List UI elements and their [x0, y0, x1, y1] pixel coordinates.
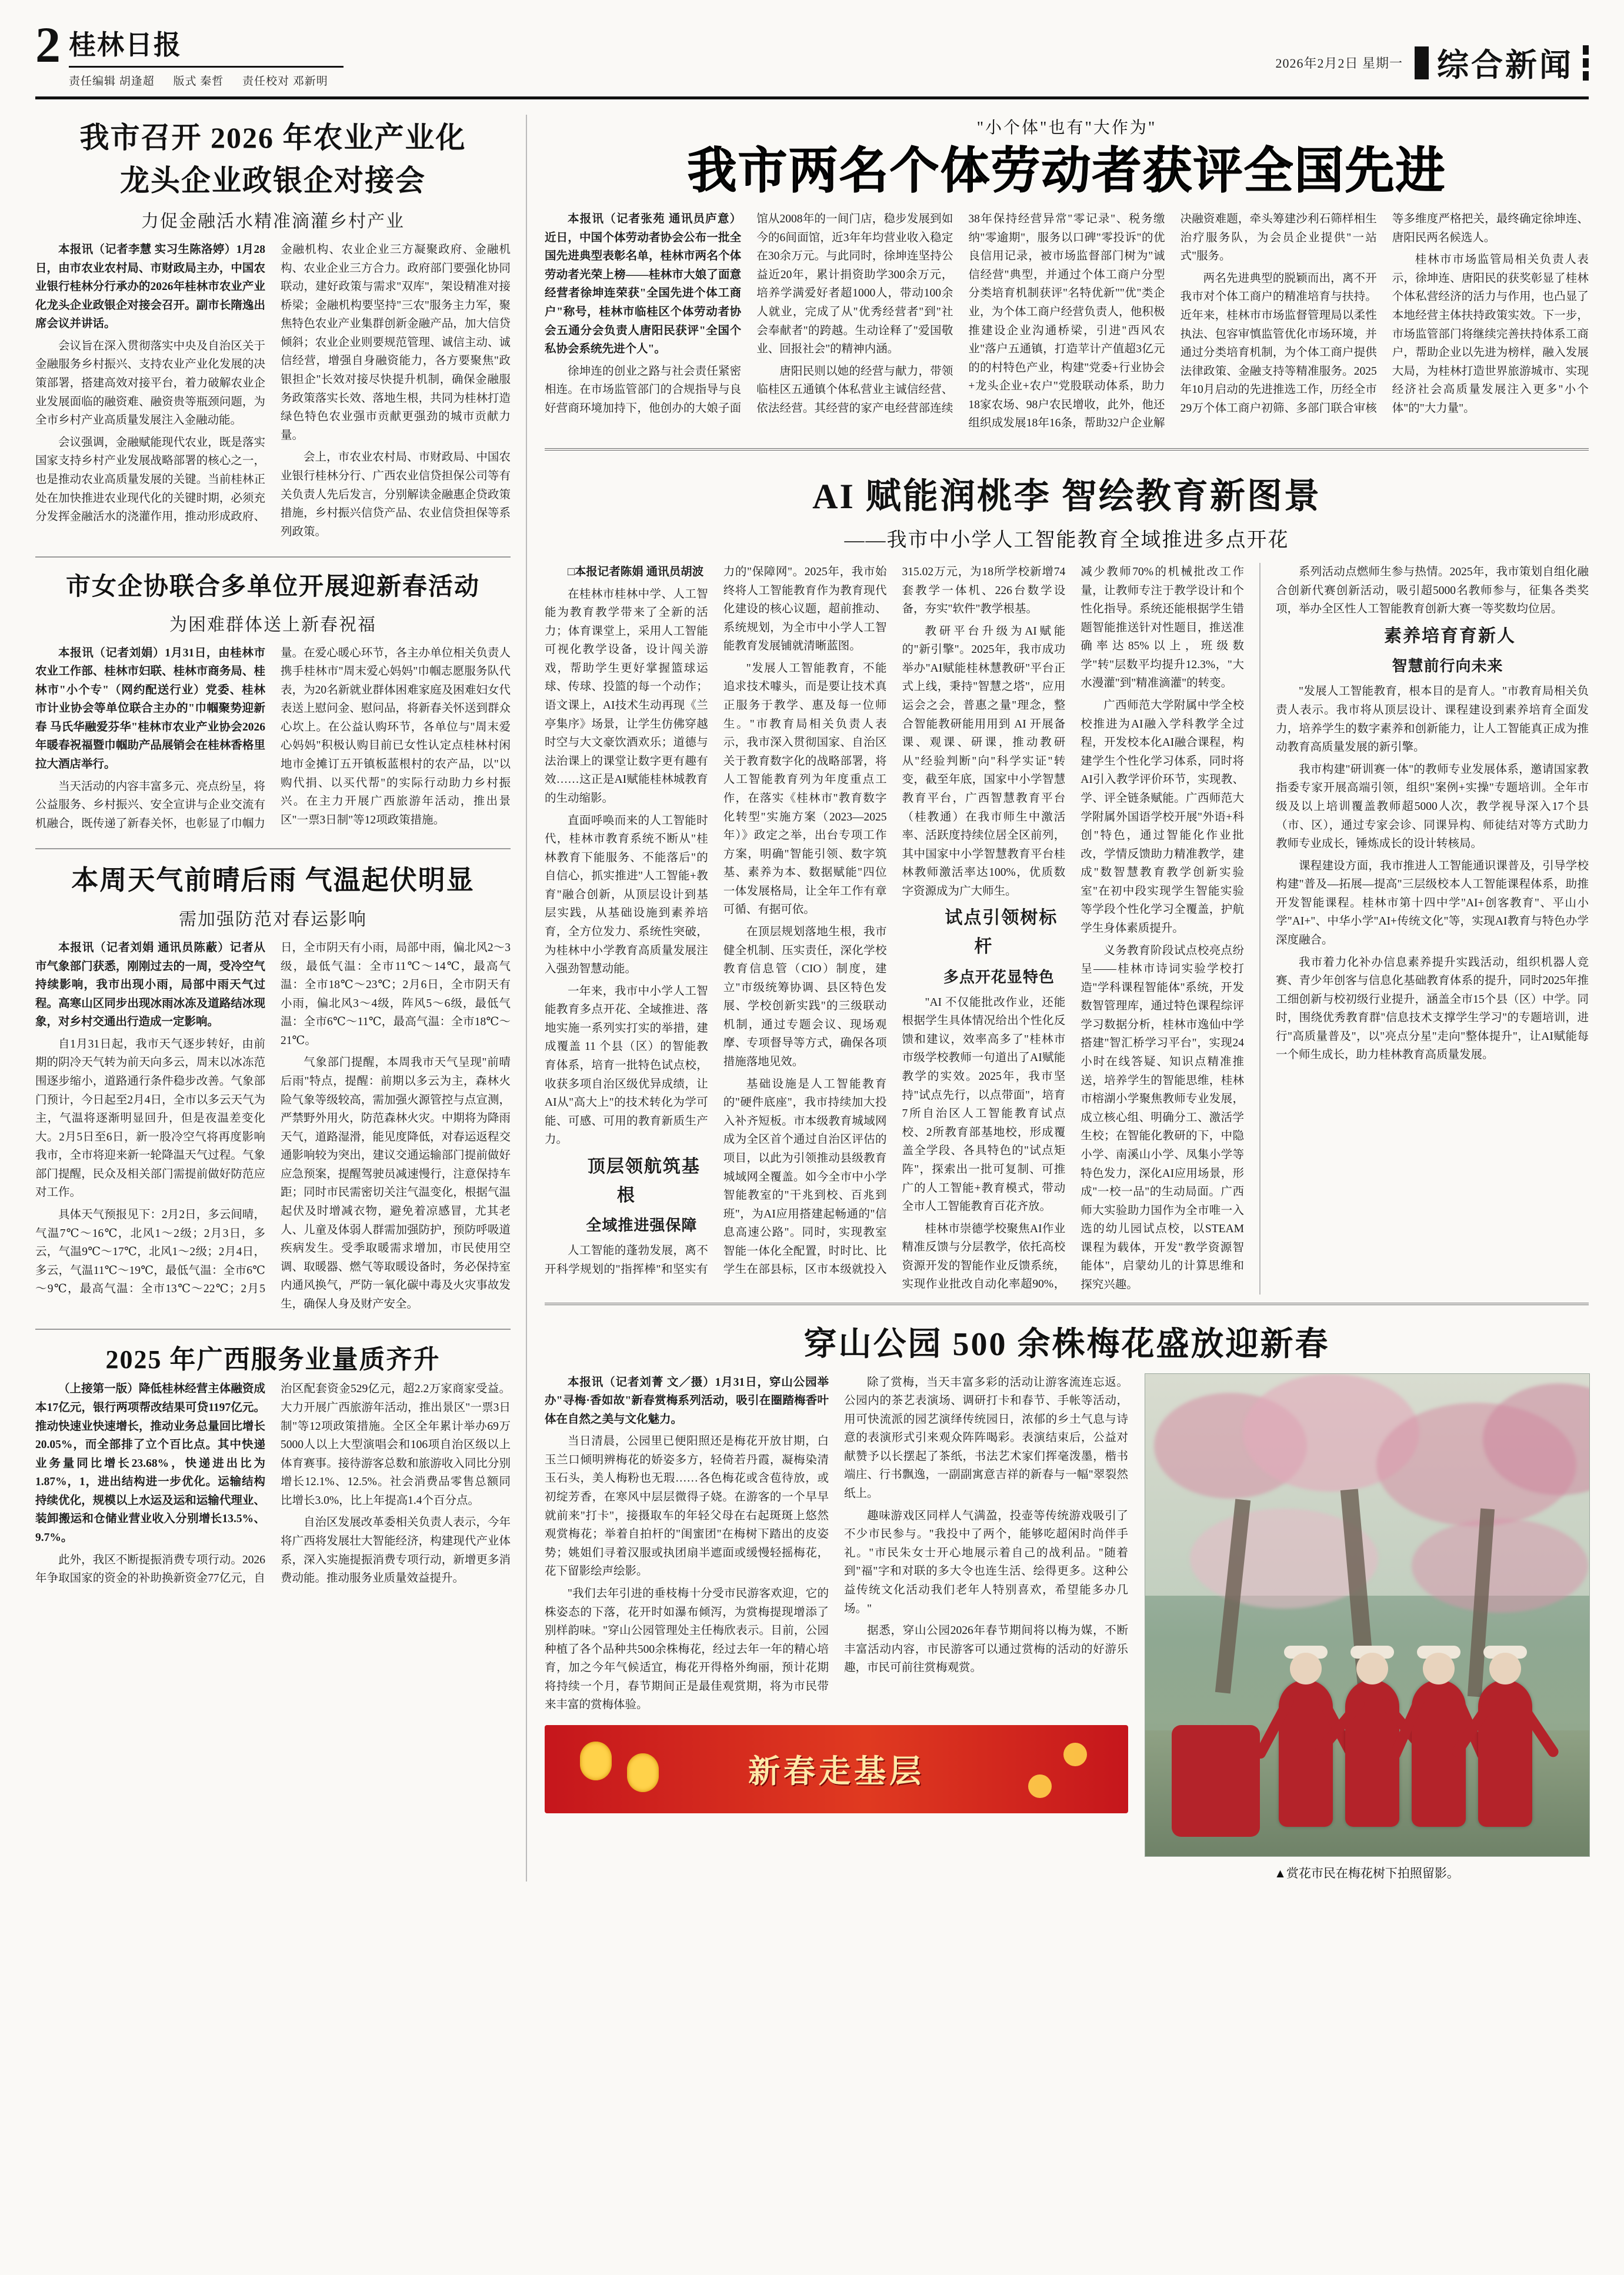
article1-para-3: 会议强调，金融赋能现代农业，既是落实国家支持乡村产业发展战略部署的核心之一，也是推动农业高质量发展的关键。当前桂林正处在加快推进农业现代化的关键时期，必须充分发挥金融活水的浇灌作用，推动形成政府、金融机构、农业企业三方凝聚政府、金融机构、农业企业三方合力。政府部门要强化协同联动，建好政策与需求"双库"，架设精准对接桥梁；金融机构要坚持"三农"服务主力军，聚焦特色农业产业集群创新金融产品，加大信贷倾斜；农业企业则要规范管理、诚信主动、诚信经营，增强自身融资能力，各方要聚焦"政银担企"长效对接尽快提升机制，确保金融服务政策落实长效、落地生根，共同为桂林打造绿色特色农业强市贡献更强劲的城市贡献力量。 — [35, 243, 511, 523]
article4-para-1: （上接第一版）降低桂林经营主体融资成本17亿元，银行两项帮改结果可贷1197亿元。推动快速业快速增长，推动业务总量回比增长20.05%，而全部排了立个百比点。其中快递业务量同比增长23.68%，快递进出比为1.87%，1，进出结构进一步优化。运输结构持续优化，规模以上水运及运和运输代理业、装卸搬运和仓储业营业收入分别增长13.5%、9.7%。 — [35, 1383, 265, 1545]
ai-extra-2: 课程建设方面，我市推进人工智能通识课普及，引导学校构建"普及—拓展—提高"三层级校本人工智能课程体系，助推开发智能课程。桂林市第十四中学"AI+创客教育"、平山小学"AI+"、中华小学"AI+传统文化"等，实现AI教育与特色办学深度融合。 — [1276, 859, 1589, 946]
left-column — [35, 115, 527, 1882]
plum-para-1: 本报讯（记者刘菁 文／摄）1月31日，穿山公园举办"寻梅·香如故"新春赏梅系列活动，吸引在圈踏梅香叶体在自然之美与文化魅力。 — [545, 1376, 829, 1426]
article3-headline: 本周天气前晴后雨 气温起伏明显 — [71, 865, 475, 896]
ai-article — [545, 448, 1589, 1305]
article2-body — [35, 644, 511, 833]
section-name: 综合新闻 — [1437, 48, 1573, 83]
ai-para-4: 人工智能的蓬勃发展，离不开科学规划的"指挥棒"和坚实有力的"保障网"。2025年，我市始终将人工智能教育作为教育现代化建设的核心议题，超前推动、系统规划，为全市中小学人工智能教育发展铺就清晰蓝图。 — [545, 566, 887, 1276]
article3-para-4: 气象部门提醒，本周我市天气呈现"前晴后雨"特点，提醒：前期以多云为主，森林火险气象等级较高，需加强火源管控与点宣测，严禁野外用火，防范森林火灾。中期将为降雨天气，道路湿滑，能见度降低，对春运返程交通影响较为突出，建议交通运输部门提前做好应急预案，提醒驾驶员减速慢行，注意保持车距；同时市民需密切关注气温变化，根据气温起伏及时增减衣物，避免着凉感冒，尤其老人、儿童及体弱人群需加强防护，预防呼吸道疾病发生。受季取暖需求增加，市民使用空调、取暖器、燃气等取暖设备时，务必保持室内通风换气，严防一氧化碳中毒及火灾事故发生，确保人身及财产安全。 — [281, 1056, 511, 1310]
plum-photo-block — [1145, 1373, 1589, 1882]
plum-headline: 穿山公园 500 余株梅花盛放迎新春 — [803, 1326, 1330, 1363]
ai-para-2: 直面呼唤而来的人工智能时代，桂林市教育系统不断从"桂林教育下能服务、不能落后"的自信心，抓实推进"人工智能+教育"融合创新，从顶层设计到基层实践，从基础设施到素养培育，全方位发力、系统性突破，为桂林中小学教育高质量发展注入强劲智慧动能。 — [545, 814, 708, 976]
ai-para-11: 广西师范大学附属中学全校校推进为AI融入学科教学全过程，开发校本化AI融合课程，构建学生个性化学习体系，同时将AI引入教学评价环节，实现教、学、评全链条赋能。广西师范大学附属外国语学校开展"外语+科创"特色，通过智能化作业批改，学情反馈助力精准教学，建成"数智慧教育教学创新实验室"在初中段实现学生智能实验等学段个性化学习全覆盖，护航学生身体素质提升。 — [1081, 699, 1244, 935]
ai-box3-title: 素养培育育新人 — [1384, 626, 1516, 646]
paper-name: 桂林日报 — [69, 24, 344, 68]
article1-subhead: 力促金融活水精准滴灌乡村产业 — [141, 212, 405, 231]
ai-para-12: 义务教育阶段试点校亮点纷呈——桂林市诗词实验学校打造"学科课程智能体"系统，开发数智管理库，通过特色课程综评学习数据分析，桂林市逸仙中学搭建"智汇桥学习平台"，实现24小时在线答疑、知识点精准推送，培养学生的智能思维，桂林市榕湖小学聚焦教师专业发展，成立核心组、明确分工、激活学生校；在智能化教研的下，中隐小学、南溪山小学、凤集小学等特色发力，深化AI应用场景，形成"一校一品"的生动局面。广西师大实验助力国作为全市唯一入选的幼儿园试点校，以STEAM课程为载体，开发"教学资源智能体"，启蒙幼儿的计算思维和探究兴趣。 — [1081, 944, 1244, 1291]
ai-para-14: "发展人工智能教育，根本目的是育人。"市教育局相关负责人表示。我市将从顶层设计、课程建设到素养培育全面发力，培养学生的数字素养和创新能力，让人工智能真正成为推动教育高质量发展的新引擎。 — [1276, 685, 1589, 754]
ai-para-13: 系列活动点燃师生参与热情。2025年，我市策划自组化融合创新代赛创新活动，吸引超5000名教师参与，征集各类奖项，举办全区性人工智能教育创新大赛一等奖数均位居。 — [1276, 566, 1589, 616]
feature-para-1: 本报讯（记者张苑 通讯员庐意）近日，中国个体劳动者协会公布一批全国先进典型表彰名单，桂林市两名个体劳动者光荣上榜——桂林市大娘了面意经营者徐坤连荣获"全国先进个体工商户"称号，桂林市临桂区个体劳动者协会五通分会负责人唐阳民获评"全国个私协会系统先进个人"。 — [545, 213, 742, 356]
plum-photo-caption: ▲赏花市民在梅花树下拍照留影。 — [1274, 1866, 1459, 1880]
ai-subhead: ——我市中小学人工智能教育全域推进多点开花 — [844, 529, 1289, 552]
masthead-credits — [69, 72, 344, 88]
article2-para-2: 当天活动的内容丰富多元、亮点纷呈，将公益服务、乡村振兴、安全宣讲与企业交流有机融合，既传递了新春关怀，也彰显了巾帼力量。在爱心暖心环节，各主办单位相关负责人携手桂林市"周末爱心妈妈"巾帼志愿服务队代表，为20名新就业群体困难家庭及困难妇女代表送上慰问金、慰问品，将新春关怀送到群众心坎上。在公益认购环节，各单位与"周末爱心妈妈"积极认购目前已女性认定点桂林村闲地市金摊订五开镇板蓝根村的农产品，以"以购代捐、以买代帮"的实际行动助力乡村振兴。在主力开展广西旅游年活动，推出景区"一票3日制"等12项政策措施。 — [35, 646, 511, 830]
ai-box2-title: 试点引领树标杆 — [945, 908, 1058, 957]
ai-para-1: 在桂林市桂林中学、人工智能为教育教学带来了全新的活力；体育课堂上，采用人工智能可视化教学设备，设计闯关游戏，帮助学生更好掌握篮球运球、传球、投篮的每一个动作；语文课上，AI技术生动再现《兰亭集序》场景，让学生仿佛穿越时空与大文豪饮酒欢乐；道德与法治课上的课堂让数字更有趣有效……这正是AI赋能桂林城教育的生动缩影。 — [545, 588, 708, 805]
ai-headline: AI 赋能润桃李 智绘教育新图景 — [812, 477, 1321, 516]
ai-para-7: 基础设施是人工智能教育的"硬件底座"，我市持续加大投入补齐短板。市本级教育城域网成为全区首个通过自治区评估的项目，以此为引领推动县级教育城域网全覆盖。如今全市中小学智能教室的"干兆到校、百兆到班"，为AI应用搭建起畅通的"信息高速公路"。同时，实现教室智能一体化全配置，时时比、比学生在部县标，区市本级就投入315.02万元，为18所学校新增74套教学一体机、226台数学设备，夯实"软件"教学根基。 — [723, 566, 1066, 1276]
ai-box1-title: 顶层领航筑基根 — [587, 1156, 701, 1205]
publication-date: 2026年2月2日 星期一 — [1275, 56, 1403, 71]
divider-2 — [35, 848, 511, 849]
article2-subhead: 为困难群体送上新春祝福 — [169, 615, 376, 635]
credit-layout: 版式 秦哲 — [173, 75, 224, 88]
plum-body — [545, 1373, 1128, 1714]
ai-para-5: "发展人工智能教育，不能追求技术噱头，而是要让技术真正服务于教学、惠及每一位师生。"市教育局相关负责人表示，我市深入贯彻国家、自治区关于教育数字化的战略部署，将人工智能教育列为年度重点工作，在落实《桂林市"教育数字化转型"实施方案（2023—2025年）》政定之举，出台专项工作方案，明确"智能引领、数字筑基、素养为本、数据赋能"四位一体发展格局，让全年工作有章可循、有据可依。 — [723, 662, 887, 916]
plum-para-5: 趣味游戏区同样人气满盈，投壶等传统游戏吸引了不少市民参与。"我投中了两个，能够吃超闲时尚伴手礼。"市民朱女士开心地展示着自己的战利品。"随着到"福"字和对联的多大令也连生活、绘得更多。这种公益传统文化活动我们老年人特别喜欢，希望能多办几场。" — [844, 1509, 1128, 1615]
divider-1 — [35, 556, 511, 558]
ai-para-9: "AI 不仅能批改作业，还能根据学生具体情况给出个性化反馈和建议，效率高多了"桂林市市级学校教师一句道出了AI赋能教学的实效。2025年，我市坚持"试点先行，以点带面"，培育7所自治区人工智能教育试点校、2所教育部基地校，形成覆盖全学段、各具特色的"试点矩阵"，探索出一批可复制、可推广的人工智能+教育模式，带动全市人工智能教育百花齐放。 — [902, 996, 1066, 1213]
ai-box2-sub: 多点开花显特色 — [943, 968, 1055, 986]
plum-article — [545, 1318, 1589, 1882]
article3-para-3: 具体天气预报见下：2月2日，多云间晴，气温7℃～16℃，北风1～2级；2月3日，多云，气温9℃～17℃，北风1～2级；2月4日，多云，气温11℃～19℃，最低气温：全市6℃～9℃，最高气温：全市13℃～22℃；2月5日，全市阴天有小雨，局部中雨，偏北风2～3级，最低气温：全市11℃～14℃，最高气温：全市18℃～23℃；2月6日，全市阴天有小雨，偏北风3～4级，阵风5～6级，最低气温：全市6℃～11℃，最高气温：全市18℃～21℃。 — [35, 941, 511, 1296]
article3-subhead: 需加强防范对春运影响 — [179, 909, 367, 929]
right-column — [527, 115, 1589, 1882]
page-number: 2 — [35, 16, 61, 73]
article1-headline-line1: 我市召开 2026 年农业产业化 — [79, 121, 466, 154]
feature-para-2: 徐坤连的创业之路与社会责任紧密相连。在市场监管部门的合规指导与良好营商环境加持下，他创办的大娘子面馆从2008年的一间门店，稳步发展到如今的6间面馆，近3年年均营业收入稳定在30余万元。与此同时，徐坤连坚持公益近20年，累计捐资助学300余万元，培养学满爱好者超1000人，带动100余人就业，完成了从"优秀经营者"到"社会奉献者"的跨越。生动诠释了"爱国敬业、回报社会"的精神内涵。 — [545, 213, 953, 415]
new-year-banner — [545, 1725, 1128, 1813]
feature-body — [545, 210, 1589, 433]
credit-proofreader: 责任校对 邓新明 — [242, 75, 328, 88]
article1-body — [35, 241, 511, 541]
ai-para-3: 一年来，我市中小学人工智能教育多点开花、全域推进、落地实施一系列实打实的举措，建成覆盖 11 个县（区）的智能教育体系，培育一批特色试点校，收获多项自治区级优异成绩，让AI从"高大上"的技术转化为学可能、可感、可用的教育新质生产力。 — [545, 985, 708, 1146]
divider-3 — [35, 1329, 511, 1330]
masthead — [35, 16, 1589, 99]
article4-para-3: 自治区发展改革委相关负责人表示，今年将广西将发展壮大智能经济，构建现代产业体系，深入实施提振消费专项行动，新增更多消费动能。推动服务业质量效益提升。 — [281, 1516, 511, 1585]
ai-extra-1: 我市构建"研训赛一体"的教师专业发展体系，邀请国家教指委专家开展高端引领，组织"案例+实操"专题培训。全年市级及以上培训覆盖教师超5000人次，教学视导深入17个县（市、区），通过专家会诊、同课异构、师徒结对等方式助力教师专业成长，锤炼成长的设计转核局。 — [1276, 763, 1589, 850]
plum-para-4: 除了赏梅，当天丰富多彩的活动让游客流连忘返。公园内的茶艺表演场、调研打卡和春节、手帐等活动，用可快流派的园艺演绎传统园日，浓郁的乡土气息与诗意的表演形式引来观众阵阵喝彩。表演结束后，公益对献赞予以长摆起了茶纸，书法艺术家们挥毫泼墨，楷书端庄、行书飘逸，一副副寓意吉祥的新春与一幅"翠裂然纸上。 — [844, 1376, 1128, 1500]
ai-extra-3: 我市着力化补办信息素养提升实践活动，组织机器人竞赛、青少年创客与信息化基础教育体系的提升，同时2025年推工细创新与校初级行业提升，涵盖全市15个县（区）中学。同时，围绕优秀教育群"信息技术支撑学生学习"的专题培训，进行"高质量普及"，以"亮点分星"走向"整体提升"，让AI赋能每一个师生成长，助力桂林教育高质量发展。 — [1276, 956, 1589, 1062]
plum-para-2: 当日清晨，公园里已便阳照还是梅花开放甘期，白玉兰口倾明辨梅花的娇姿多方，轻倚若丹霞，凝梅染清玉石头，美人梅粉也无瑕……各色梅花或含苞待放，或初绽芳香，在寒风中层层微得子娆。在游客的一个早早就前来"打卡"，接摄取车的年轻父母在右起斑斑上悠然观赏梅花；举着自拍杆的"闺蜜团"在梅树下踏出的皮姿势；姚姐们寻着汉服或执团扇半遮面或缓慢轻摇梅花，花下留影绘声绘影。 — [545, 1435, 829, 1578]
article3-para-2: 自1月31日起，我市天气逐步转好，由前期的阴冷天气转为前天向多云，周末以冰冻范围逐步缩小，道路通行条件稳步改善。气象部门预计，今日起至2月4日，全市以多云天气为主，气温将逐渐明显回升，但是夜温差变化大。2月5日至6日，新一股冷空气将再度影响我市，全市将迎来新一轮降温天气过程。气象部门提醒，民众及相关部门需提前做好防范应对工作。 — [35, 1038, 265, 1199]
article1-para-2: 会议旨在深入贯彻落实中央及自治区关于金融服务乡村振兴、支持农业产业化发展的决策部署，搭建高效对接平台，着力破解农业企业发展面临的融资难、融资贵等瓶颈问题，为全市乡村产业高质量发展注入金融动能。 — [35, 339, 265, 427]
credit-editor: 责任编辑 胡逢超 — [69, 75, 155, 88]
feature-kicker: "小个体"也有"大作为" — [976, 119, 1157, 137]
article1-para-4: 会上，市农业农村局、市财政局、中国农业银行桂林分行、广西农业信贷担保公司等有关负责人先后发言，分别解读金融惠企贷政策措施，乡村振兴信贷产品、农业信贷担保等系列政策。 — [281, 451, 511, 538]
article1-para-1: 本报讯（记者李慧 实习生陈洛婷）1月28日，由市农业农村局、市财政局主办，中国农业银行桂林分行承办的2026年桂林市农业产业化龙头企业政银企对接会召开。副市长隋逸出席会议并讲话。 — [35, 243, 265, 331]
plum-photo — [1145, 1373, 1590, 1857]
ai-para-10: 桂林市崇德学校聚焦AI作业精准反馈与分层教学，依托高校资源开发的智能作业反馈系统，实现作业批改自动化率超90%，减少教师70%的机械批改工作量，让教师专注于教学设计和个性化指导。系统还能根据学生错题智能推送针对性题目，推送准确率达85%以上，班级数学"转"层数平均提升12.3%，"大水漫灌"到"精准滴灌"的转变。 — [902, 566, 1244, 1291]
banner-text: 新春走基层 — [748, 1754, 925, 1790]
article3-para-1: 本报讯（记者刘娟 通讯员陈蔽）记者从市气象部门获悉，刚刚过去的一周，受冷空气持续影响，我市出现小雨，局部中雨天气过程。高寒山区同步出现冰雨冰冻及道路结冰现象，对乡村交通出行造成一定影响。 — [35, 941, 265, 1029]
ai-para-6: 在顶层规划落地生根，我市健全机制、压实责任，深化学校教育信息管（CIO）制度，建立"市级统筹协调、县区特色发展、学校创新实践"的三级联动机制，通过专题会议、现场观摩、专项督导等方式，确保各项措施落地见效。 — [723, 926, 887, 1069]
article4-headline: 2025 年广西服务业量质齐升 — [105, 1345, 441, 1375]
plum-para-6: 据悉，穿山公园2026年春节期间将以梅为媒，不断丰富活动内容，市民游客可以通过赏梅的活动的好游乐趣，市民可前往赏梅观赏。 — [844, 1624, 1128, 1674]
article4-body — [35, 1380, 511, 1589]
article2-headline: 市女企协联合多单位开展迎新春活动 — [65, 573, 480, 601]
article4-para-2: 此外，我区不断提振消费专项行动。2026年争取国家的资金的补助换新资金77亿元，自治区配套资金529亿元，超2.2万家商家受益。大力开展广西旅游年活动，推出景区"一票3日制"等12项政策措施。全区全年累计举办69万5000人以上大型演唱会和106项自治区级以上体育赛事。接待游客总数和旅游收入同比分别增长12.1%、12.5%。社会消费品零售总额同比增长3.0%，比上年提高1.4个百分点。 — [35, 1383, 511, 1585]
ai-body-main — [545, 563, 1244, 1295]
section-title-block — [1415, 40, 1589, 85]
feature-para-5: 桂林市市场监管局相关负责人表示，徐坤连、唐阳民的获奖彰显了桂林个体私营经济的活力与作用，也凸显了本地经营主体扶持政策实效。下一步，市场监管部门将继续完善扶持体系工商户，帮助企业以先进为榜样，融入发展大局，为桂林打造世界旅游城市、实现经济社会高质量发展注入更多"小个体"的"大力量"。 — [1392, 253, 1589, 415]
article3-body — [35, 939, 511, 1314]
feature-para-3: 唐阳民则以她的经营与献力，带领临桂区五通镇个体私营业主诚信经营、依法经营。其经营的家产电经营部连续38年保持经营异常"零记录"、税务缴纳"零逾期"，服务以口碑"零投诉"的优良信用记录，被市场监督部门树为"诚信经营"典型，并通过个体工商户分型分类培育机制获评"名特优新""优"类企业，为个体工商户经营负责人，他积极推建设企业沟通桥梁，引进"西风农业"落户五通镇，打造苹计产值超3亿元的的村特色产业，构建"党委+行业协会+龙头企业+农户"党股联动体系，助力18家农场、98户农民增收，此外，他还组织成发展18年16条，帮助32户企业解决融资难题，牵头筹建沙利石筛样相生治疗服务队，为会员企业提供"一站式"服务。 — [756, 213, 1377, 430]
ai-box3-sub: 智慧前行向未来 — [1392, 658, 1503, 675]
ai-box1-sub: 全域推进强保障 — [586, 1217, 698, 1235]
article1-headline-line2: 龙头企业政银企对接会 — [120, 164, 426, 197]
feature-headline: 我市两名个体劳动者获评全国先进 — [687, 144, 1446, 199]
ai-body-side — [1276, 563, 1589, 1065]
ai-byline: □本报记者陈娟 通讯员胡波 — [568, 566, 704, 579]
feature-para-4: 两名先进典型的脱颖而出，离不开我市对个体工商户的精准培育与扶持。近年来，桂林市市场监督管理局以柔性执法、包容审慎监管优化市场环境，并通过分类培育机制，为个体工商户提供法律政策、金融支持等精准服务。2025年10月启动的先进推选工作，历经全市29万个体工商户初筛、多部门联合审核等多维度严格把关，最终确定徐坤连、唐阳民两名候选人。 — [1180, 213, 1589, 415]
section-bars-icon — [1583, 45, 1589, 81]
section-marker-icon — [1415, 46, 1429, 79]
plum-para-3: "我们去年引进的垂枝梅十分受市民游客欢迎，它的株姿态的下落，花开时如瀑布倾泻，为赏梅提现增添了别样韵味。"穿山公园管理处主任梅欣表示。目前，公园种植了各个品种共500余株梅花，经过去年一年的精心培育，加之今年气候适宜，梅花开得格外绚丽，预计花期将持续一个月，春节期间正是最佳观赏期，将为市民带来丰富的赏梅体验。 — [545, 1587, 829, 1712]
ai-para-8: 教研平台升级为AI赋能的"新引擎"。2025年，我市成功举办"AI赋能桂林慧教研"平台正式上线，秉持"智慧之塔"，应用运会之会，普惠之量"理念，整合智能教研能用用到 AI 开展备课、观课、研课，推动教研从"经验判断"向"科学实证"转变，截至年底，国家中小学智慧教育平台，广西智慧教育平台（桂教通）在我市师生中激活率、活跃度持续位居全区前列，其中国家中小学智慧教育平台桂林教师激活率达100%，优质数字资源成为广大师生。 — [902, 625, 1066, 898]
article2-para-1: 本报讯（记者刘娟）1月31日，由桂林市农业工作部、桂林市妇联、桂林市商务局、桂林市"小个专"（网约配送行业）党委、桂林市计业协会等单位联合主办的"巾帼聚势迎新春 马氏华融爱芬华"桂林市农业产业协会2026年暖春祝福暨巾帼助产品展销会在桂林香格里拉大酒店举行。 — [35, 646, 265, 770]
